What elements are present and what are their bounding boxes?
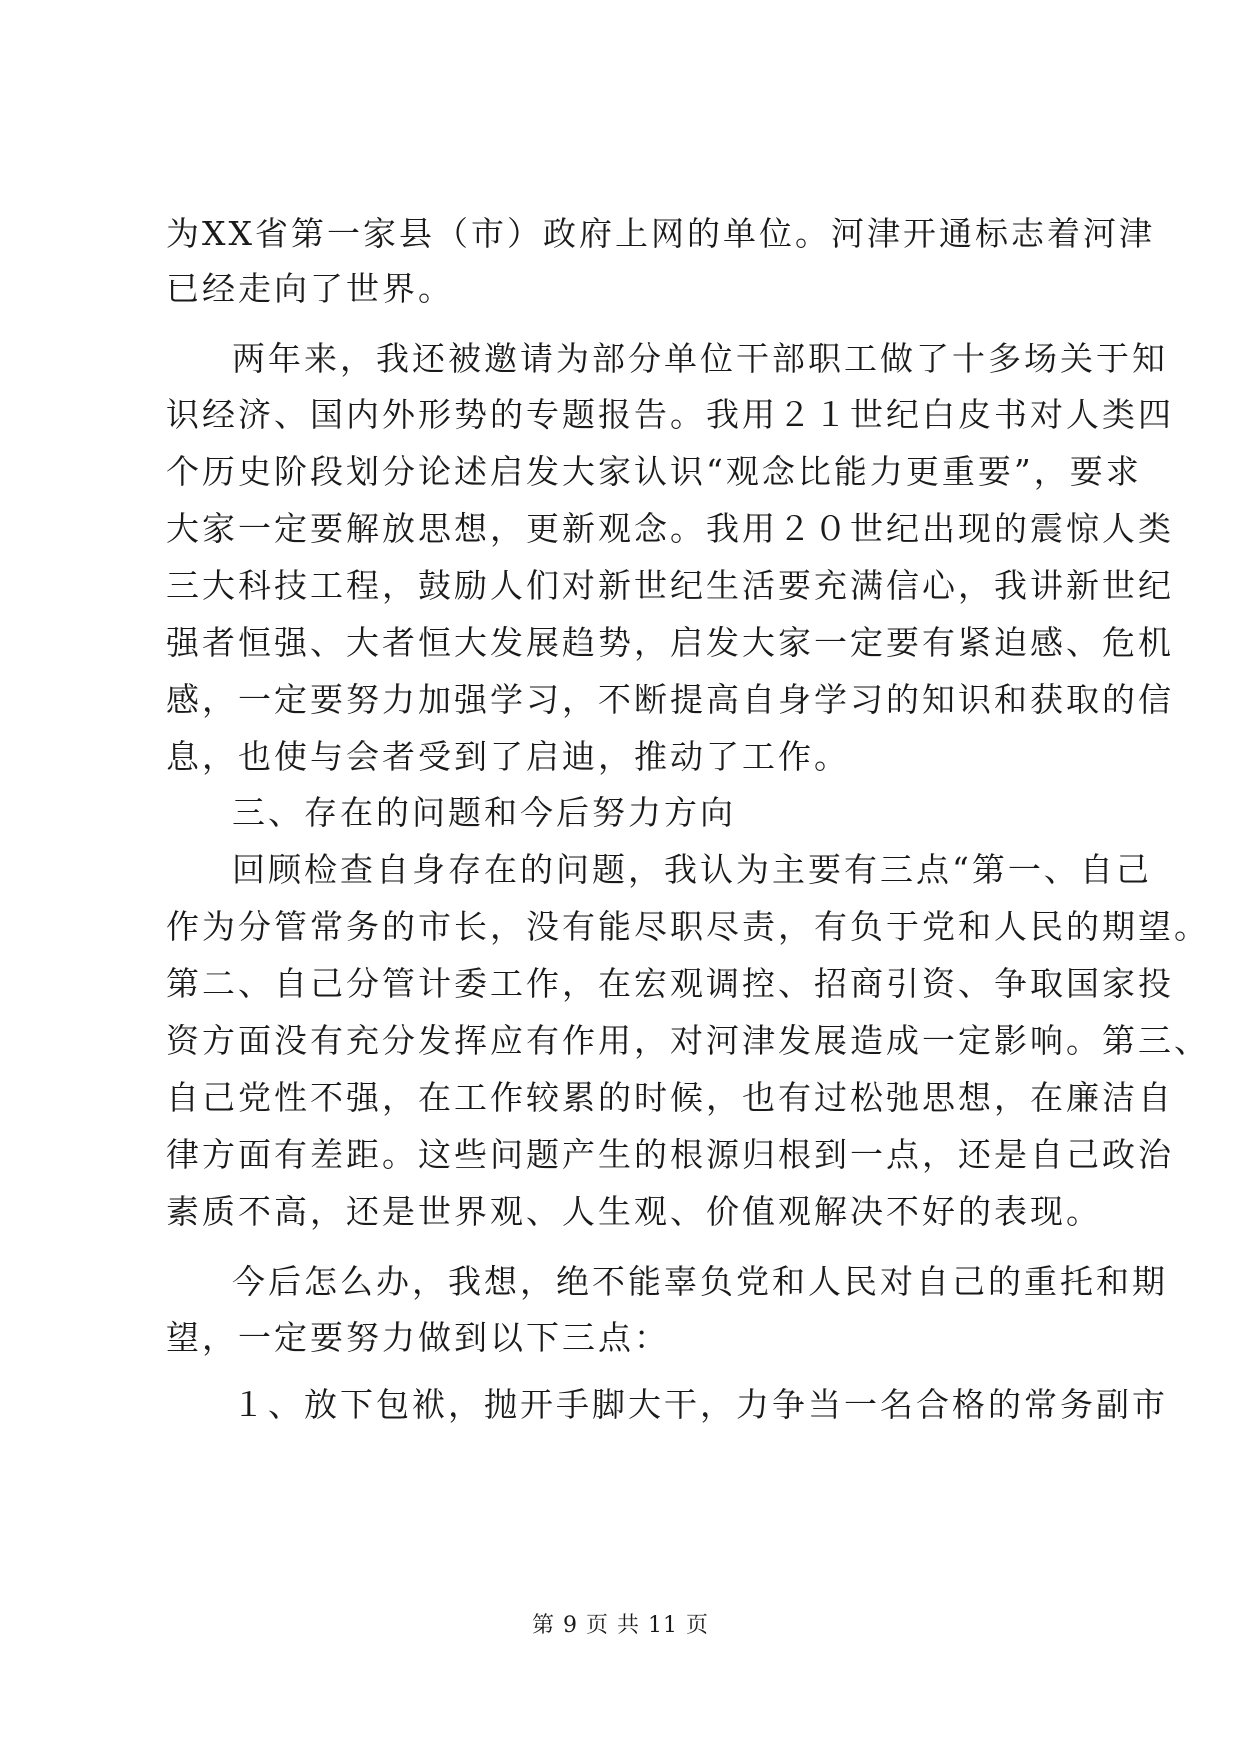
body-line-16: 自己党性不强，在工作较累的时候，也有过松弛思想，在廉洁自 xyxy=(166,1078,1174,1117)
body-line-7: 三大科技工程，鼓励人们对新世纪生活要充满信心，我讲新世纪 xyxy=(166,566,1174,605)
body-line-13: 作为分管常务的市长，没有能尽职尽责，有负于党和人民的期望。 xyxy=(166,907,1210,946)
numbered-item-1: １、放下包袱，抛开手脚大干，力争当一名合格的常务副市 xyxy=(232,1385,1168,1424)
body-line-18: 素质不高，还是世界观、人生观、价值观解决不好的表现。 xyxy=(166,1192,1102,1231)
body-line-15: 资方面没有充分发挥应有作用，对河津发展造成一定影响。第三、 xyxy=(166,1021,1210,1060)
body-line-1: 为XX省第一家县（市）政府上网的单位。河津开通标志着河津 xyxy=(166,214,1155,253)
body-line-12: 回顾检查自身存在的问题，我认为主要有三点“第一、自己 xyxy=(232,850,1152,889)
body-line-19: 今后怎么办，我想，绝不能辜负党和人民对自己的重托和期 xyxy=(232,1262,1168,1301)
body-line-4: 识经济、国内外形势的专题报告。我用２１世纪白皮书对人类四 xyxy=(166,395,1174,434)
body-line-5: 个历史阶段划分论述启发大家认识“观念比能力更重要”，要求 xyxy=(166,452,1142,491)
body-line-3: 两年来，我还被邀请为部分单位干部职工做了十多场关于知 xyxy=(232,339,1168,378)
section-heading: 三、存在的问题和今后努力方向 xyxy=(232,793,736,832)
body-line-20: 望，一定要努力做到以下三点： xyxy=(166,1318,670,1357)
page-number-footer: 第 9 页 共 11 页 xyxy=(532,1613,709,1638)
body-line-8: 强者恒强、大者恒大发展趋势，启发大家一定要有紧迫感、危机 xyxy=(166,623,1174,662)
body-line-10: 息，也使与会者受到了启迪，推动了工作。 xyxy=(166,737,850,776)
body-line-2: 已经走向了世界。 xyxy=(166,269,454,308)
body-line-17: 律方面有差距。这些问题产生的根源归根到一点，还是自己政治 xyxy=(166,1135,1174,1174)
body-line-14: 第二、自己分管计委工作，在宏观调控、招商引资、争取国家投 xyxy=(166,964,1174,1003)
body-line-9: 感，一定要努力加强学习，不断提高自身学习的知识和获取的信 xyxy=(166,680,1174,719)
body-line-6: 大家一定要解放思想，更新观念。我用２０世纪出现的震惊人类 xyxy=(166,509,1174,548)
